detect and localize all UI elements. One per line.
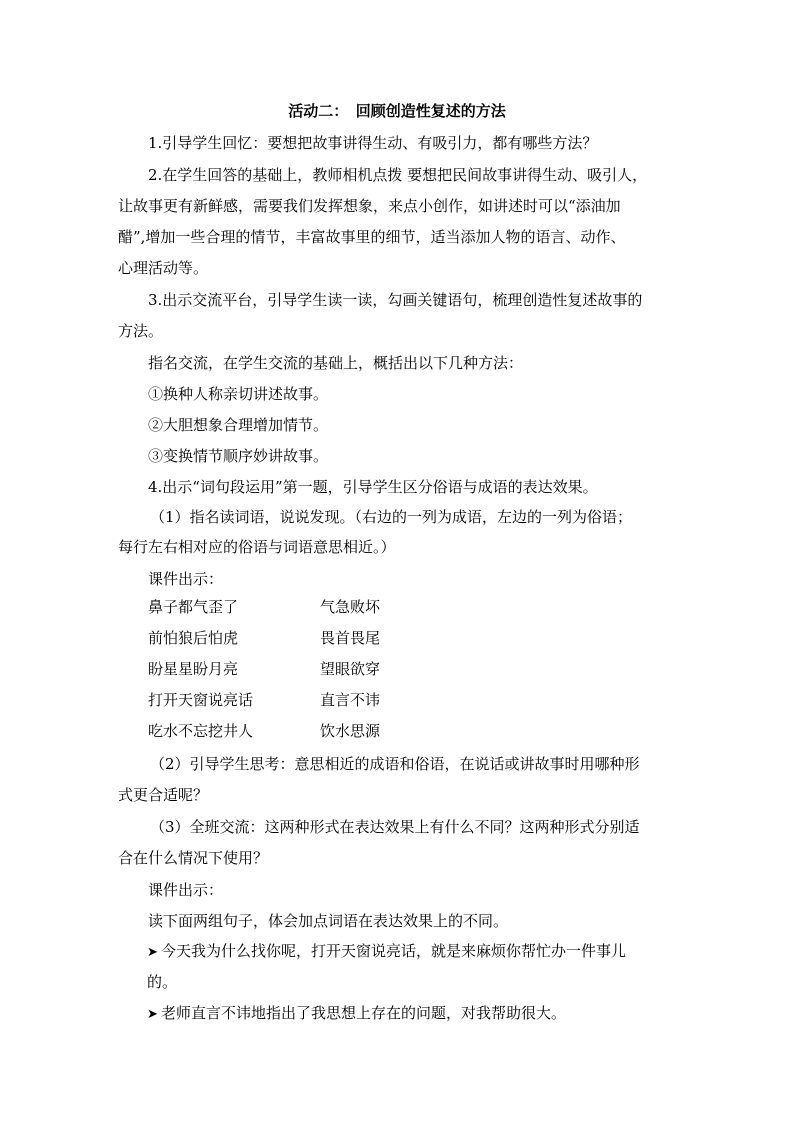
- paragraph-2-line-1: 2.在学生回答的基础上，教师相机点拨 要想把民间故事讲得生动、吸引人，: [148, 166, 648, 184]
- proverb-2: 前怕狼后怕虎: [148, 629, 239, 647]
- paragraph-4: 指名交流，在学生交流的基础上，概括出以下几种方法：: [148, 354, 524, 372]
- method-2: ②大胆想象合理增加情节。: [148, 416, 329, 434]
- paragraph-3-line-2: 方法。: [118, 322, 164, 340]
- paragraph-9: 读下面两组句子，体会加点词语在表达效果上的不同。: [148, 912, 509, 930]
- proverb-1: 鼻子都气歪了: [148, 598, 239, 616]
- bullet-item-1: [147, 941, 626, 963]
- paragraph-2-line-3: 醋”,增加一些合理的情节，丰富故事里的细节，适当添加人物的语言、动作、: [118, 228, 626, 246]
- bullet-item-1-continuation: 的。: [147, 973, 178, 991]
- idiom-4: 直言不讳: [320, 691, 381, 709]
- section-title: 活动二： 回顾创造性复述的方法: [288, 102, 506, 120]
- bullet-item-2-text: 老师直言不讳地指出了我思想上存在的问题，对我帮助很大。: [161, 1004, 567, 1022]
- paragraph-7-line-1: （2）引导学生思考：意思相近的成语和俗语，在说话或讲故事时用哪种形: [150, 755, 640, 773]
- paragraph-3-line-1: 3.出示交流平台，引导学生读一读，勾画关键语句，梳理创造性复述故事的: [148, 291, 643, 309]
- arrow-bullet-icon: ➤: [147, 1007, 158, 1022]
- paragraph-7-line-2: 式更合适呢？: [118, 786, 209, 804]
- paragraph-8-line-1: （3）全班交流：这两种形式在表达效果上有什么不同？这两种形式分别适: [150, 818, 640, 836]
- proverb-5: 吃水不忘挖井人: [148, 722, 254, 740]
- idiom-2: 畏首畏尾: [320, 629, 381, 647]
- idiom-3: 望眼欲穿: [320, 660, 381, 678]
- arrow-bullet-icon: ➤: [147, 945, 158, 960]
- proverb-4: 打开天窗说亮话: [148, 691, 254, 709]
- method-1: ①换种人称亲切讲述故事。: [148, 385, 329, 403]
- paragraph-5: 4.出示“词句段运用”第一题，引导学生区分俗语与成语的表达效果。: [148, 478, 598, 496]
- courseware-label-1: 课件出示：: [148, 570, 224, 588]
- bullet-item-2: [147, 1003, 566, 1025]
- paragraph-2-line-2: 让故事更有新鲜感，需要我们发挥想象，来点小创作，如讲述时可以“添油加: [118, 197, 621, 215]
- paragraph-6-line-2: 每行左右相对应的俗语与词语意思相近。）: [118, 538, 396, 556]
- paragraph-6-line-1: （1）指名读词语，说说发现。（右边的一列为成语，左边的一列为俗语；: [150, 508, 633, 526]
- paragraph-1: 1.引导学生回忆：要想把故事讲得生动、有吸引力，都有哪些方法？: [148, 134, 598, 152]
- method-3: ③变换情节顺序妙讲故事。: [148, 447, 329, 465]
- paragraph-2-line-4: 心理活动等。: [118, 259, 209, 277]
- idiom-1: 气急败坏: [320, 598, 381, 616]
- proverb-3: 盼星星盼月亮: [148, 660, 239, 678]
- idiom-5: 饮水思源: [320, 722, 381, 740]
- paragraph-8-line-2: 合在什么情况下使用？: [118, 849, 269, 867]
- courseware-label-2: 课件出示：: [148, 881, 224, 899]
- bullet-item-1-text: 今天我为什么找你呢，打开天窗说亮话，就是来麻烦你帮忙办一件事儿: [161, 942, 627, 960]
